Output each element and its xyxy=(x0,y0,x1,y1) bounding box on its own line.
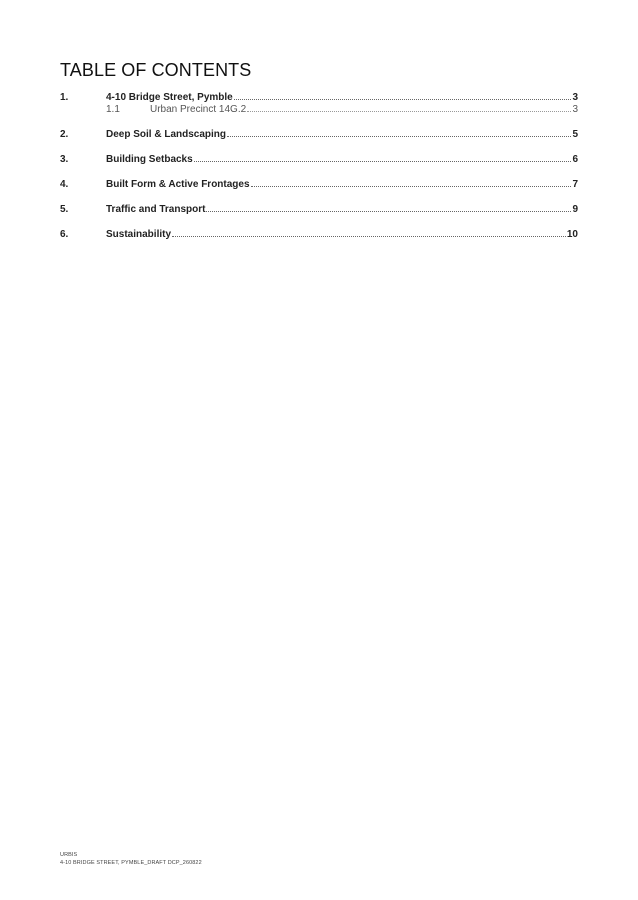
toc-entry-page: 9 xyxy=(572,204,578,215)
toc-entry-section-1-1[interactable] xyxy=(60,103,578,116)
toc-entry-page: 10 xyxy=(566,229,578,240)
toc-entry-number: 5. xyxy=(60,204,69,215)
toc-entry-title: Urban Precinct 14G.2 xyxy=(150,104,247,115)
dot-leader xyxy=(172,228,566,237)
toc-entry-section-5[interactable] xyxy=(60,203,578,216)
footer-doc-reference: 4-10 BRIDGE STREET, PYMBLE_DRAFT DCP_260822 xyxy=(60,860,202,866)
dot-leader xyxy=(227,128,571,137)
dot-leader xyxy=(206,203,571,212)
toc-entry-section-2[interactable] xyxy=(60,128,578,141)
table-of-contents xyxy=(60,91,578,241)
page-footer xyxy=(60,851,202,867)
toc-entry-title: Traffic and Transport xyxy=(106,204,206,215)
footer-company: URBIS xyxy=(60,852,78,858)
toc-entry-title: Built Form & Active Frontages xyxy=(106,179,250,190)
toc-entry-number: 2. xyxy=(60,129,69,140)
toc-entry-section-6[interactable] xyxy=(60,228,578,241)
toc-entry-section-4[interactable] xyxy=(60,178,578,191)
toc-entry-page: 6 xyxy=(572,154,578,165)
toc-entry-number: 3. xyxy=(60,154,69,165)
toc-entry-section-3[interactable] xyxy=(60,153,578,166)
dot-leader xyxy=(247,103,571,112)
toc-entry-title: 4-10 Bridge Street, Pymble xyxy=(106,92,233,103)
dot-leader xyxy=(234,91,572,100)
toc-entry-page: 3 xyxy=(572,104,578,115)
toc-entry-number: 6. xyxy=(60,229,69,240)
toc-title: TABLE OF CONTENTS xyxy=(60,60,252,80)
toc-entry-title: Deep Soil & Landscaping xyxy=(106,129,227,140)
toc-entry-title: Sustainability xyxy=(106,229,172,240)
toc-entry-title: Building Setbacks xyxy=(106,154,193,165)
toc-entry-page: 3 xyxy=(572,92,578,103)
toc-entry-page: 7 xyxy=(572,179,578,190)
toc-entry-number: 4. xyxy=(60,179,69,190)
toc-entry-number: 1.1 xyxy=(106,104,120,115)
toc-entry-page: 5 xyxy=(572,129,578,140)
dot-leader xyxy=(194,153,572,162)
dot-leader xyxy=(251,178,572,187)
toc-entry-number: 1. xyxy=(60,92,69,103)
